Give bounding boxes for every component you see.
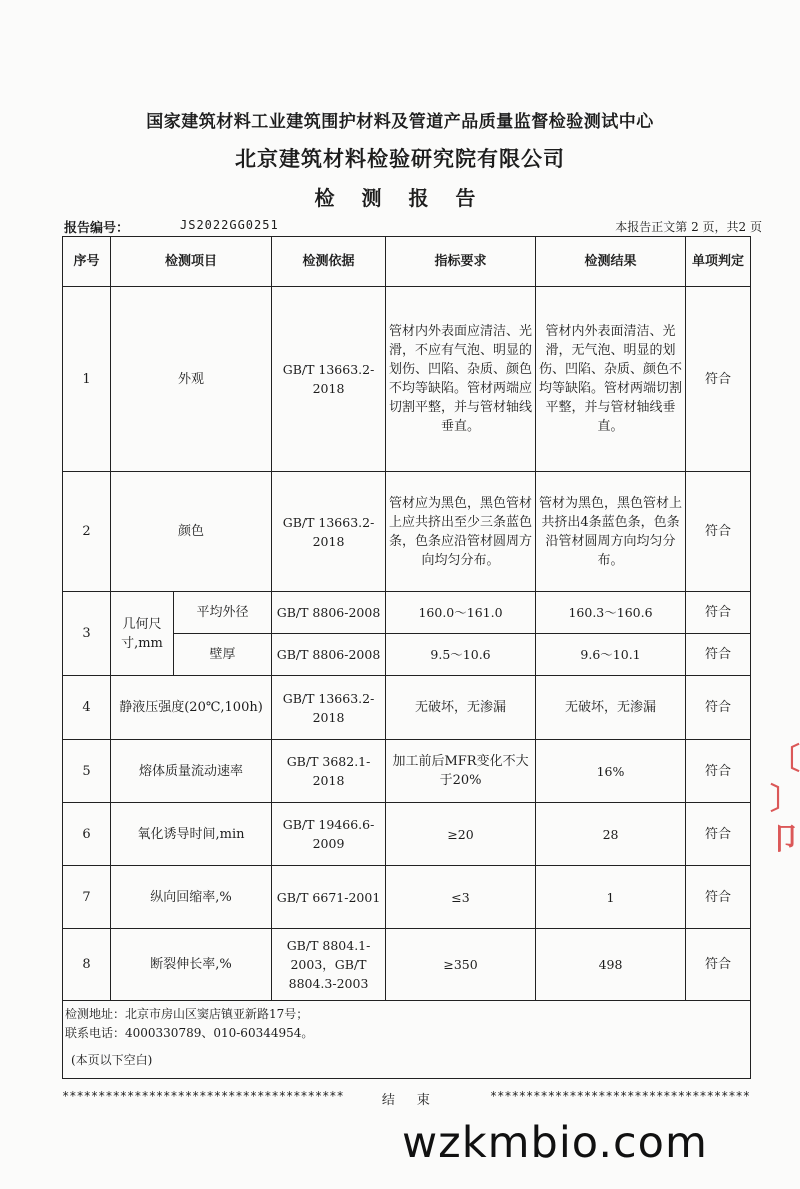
row-subitem: 平均外径: [174, 592, 272, 634]
row-verdict: 符合: [686, 929, 751, 1001]
report-number-label: 报告编号：: [64, 221, 130, 236]
company-name: 北京建筑材料检验研究院有限公司: [235, 146, 565, 171]
row-item: 纵向回缩率,%: [111, 866, 272, 929]
row-basis: GB/T 13663.2-2018: [272, 472, 386, 592]
row-basis: GB/T 19466.6-2009: [272, 803, 386, 866]
row-verdict: 符合: [686, 634, 751, 676]
row-verdict: 符合: [686, 803, 751, 866]
row-requirement: 加工前后MFR变化不大于20%: [386, 740, 536, 803]
row-requirement: 管材内外表面应清洁、光滑，不应有气泡、明显的划伤、凹陷、杂质、颜色不均等缺陷。管材两端应切割平整，并与管材轴线垂直。: [386, 287, 536, 472]
blank-note: (本页以下空白): [71, 1053, 153, 1067]
table-row: [63, 740, 751, 803]
header-verdict: 单项判定: [686, 237, 751, 287]
watermark-text: wzkmbio.com: [402, 1118, 708, 1168]
row-seq: 5: [63, 740, 111, 803]
end-line: [62, 1089, 750, 1108]
header-item: 检测项目: [111, 237, 272, 287]
row-item: 外观: [111, 287, 272, 472]
row-basis: GB/T 3682.1-2018: [272, 740, 386, 803]
table-header-row: [63, 237, 751, 287]
row-seq: 4: [63, 676, 111, 740]
table-row: [63, 803, 751, 866]
row-verdict: 符合: [686, 676, 751, 740]
end-label: 结束: [381, 1093, 452, 1108]
row-basis: GB/T 8806-2008: [272, 634, 386, 676]
row-result: 28: [536, 803, 686, 866]
row-item: 静液压强度(20℃,100h): [111, 676, 272, 740]
row-verdict: 符合: [686, 472, 751, 592]
row-basis: GB/T 6671-2001: [272, 866, 386, 929]
row-subitem: 壁厚: [174, 634, 272, 676]
row-basis: GB/T 13663.2-2018: [272, 287, 386, 472]
row-requirement: 160.0～161.0: [386, 592, 536, 634]
end-stars-right: ************************************: [489, 1089, 750, 1103]
row-seq: 6: [63, 803, 111, 866]
test-results-table: [62, 236, 751, 1079]
row-seq: 7: [63, 866, 111, 929]
row-verdict: 符合: [686, 287, 751, 472]
header-basis: 检测依据: [272, 237, 386, 287]
table-row: [63, 929, 751, 1001]
row-requirement: ≥350: [386, 929, 536, 1001]
row-result: 管材为黑色，黑色管材上共挤出4条蓝色条，色条沿管材圆周方向均匀分布。: [536, 472, 686, 592]
row-verdict: 符合: [686, 866, 751, 929]
table-row: [63, 287, 751, 472]
row-seq: 3: [63, 592, 111, 676]
row-result: 16%: [536, 740, 686, 803]
row-item: 氧化诱导时间,min: [111, 803, 272, 866]
table-row: [63, 592, 751, 634]
red-seal-stamp: 〔 〕 卩: [770, 742, 800, 857]
row-item: 颜色: [111, 472, 272, 592]
row-requirement: 无破坏，无渗漏: [386, 676, 536, 740]
test-address: 检测地址：北京市房山区窦店镇亚新路17号；: [65, 1007, 309, 1021]
footer-notes: [63, 1001, 751, 1079]
row-result: 160.3～160.6: [536, 592, 686, 634]
document-title: 检 测 报 告: [314, 186, 486, 210]
row-result: 1: [536, 866, 686, 929]
row-seq: 1: [63, 287, 111, 472]
row-item-group: 几何尺寸,mm: [111, 592, 174, 676]
row-requirement: ≤3: [386, 866, 536, 929]
row-result: 498: [536, 929, 686, 1001]
row-result: 无破坏，无渗漏: [536, 676, 686, 740]
row-seq: 2: [63, 472, 111, 592]
row-requirement: 9.5～10.6: [386, 634, 536, 676]
table-row: [63, 676, 751, 740]
row-result: 9.6～10.1: [536, 634, 686, 676]
header-requirement: 指标要求: [386, 237, 536, 287]
row-item: 断裂伸长率,%: [111, 929, 272, 1001]
row-requirement: 管材应为黑色，黑色管材上应共挤出至少三条蓝色条，色条应沿管材圆周方向均匀分布。: [386, 472, 536, 592]
footer-row: [63, 1001, 751, 1079]
report-number: JS2022GG0251: [180, 218, 279, 232]
row-basis: GB/T 8806-2008: [272, 592, 386, 634]
contact-phone: 联系电话：4000330789、010-60344954。: [65, 1026, 314, 1040]
table-row: [63, 472, 751, 592]
header-seq: 序号: [63, 237, 111, 287]
header-result: 检测结果: [536, 237, 686, 287]
row-seq: 8: [63, 929, 111, 1001]
row-basis: GB/T 8804.1-2003，GB/T 8804.3-2003: [272, 929, 386, 1001]
table-row: [63, 866, 751, 929]
row-requirement: ≥20: [386, 803, 536, 866]
row-basis: GB/T 13663.2-2018: [272, 676, 386, 740]
end-stars-left: ***************************************: [62, 1089, 344, 1103]
row-item: 熔体质量流动速率: [111, 740, 272, 803]
institution-name: 国家建筑材料工业建筑围护材料及管道产品质量监督检验测试中心: [146, 112, 654, 132]
row-verdict: 符合: [686, 592, 751, 634]
row-verdict: 符合: [686, 740, 751, 803]
page-info: 本报告正文第 2 页，共2 页: [615, 220, 762, 234]
row-result: 管材内外表面清洁、光滑，无气泡、明显的划伤、凹陷、杂质、颜色不均等缺陷。管材两端切割平整，并与管材轴线垂直。: [536, 287, 686, 472]
